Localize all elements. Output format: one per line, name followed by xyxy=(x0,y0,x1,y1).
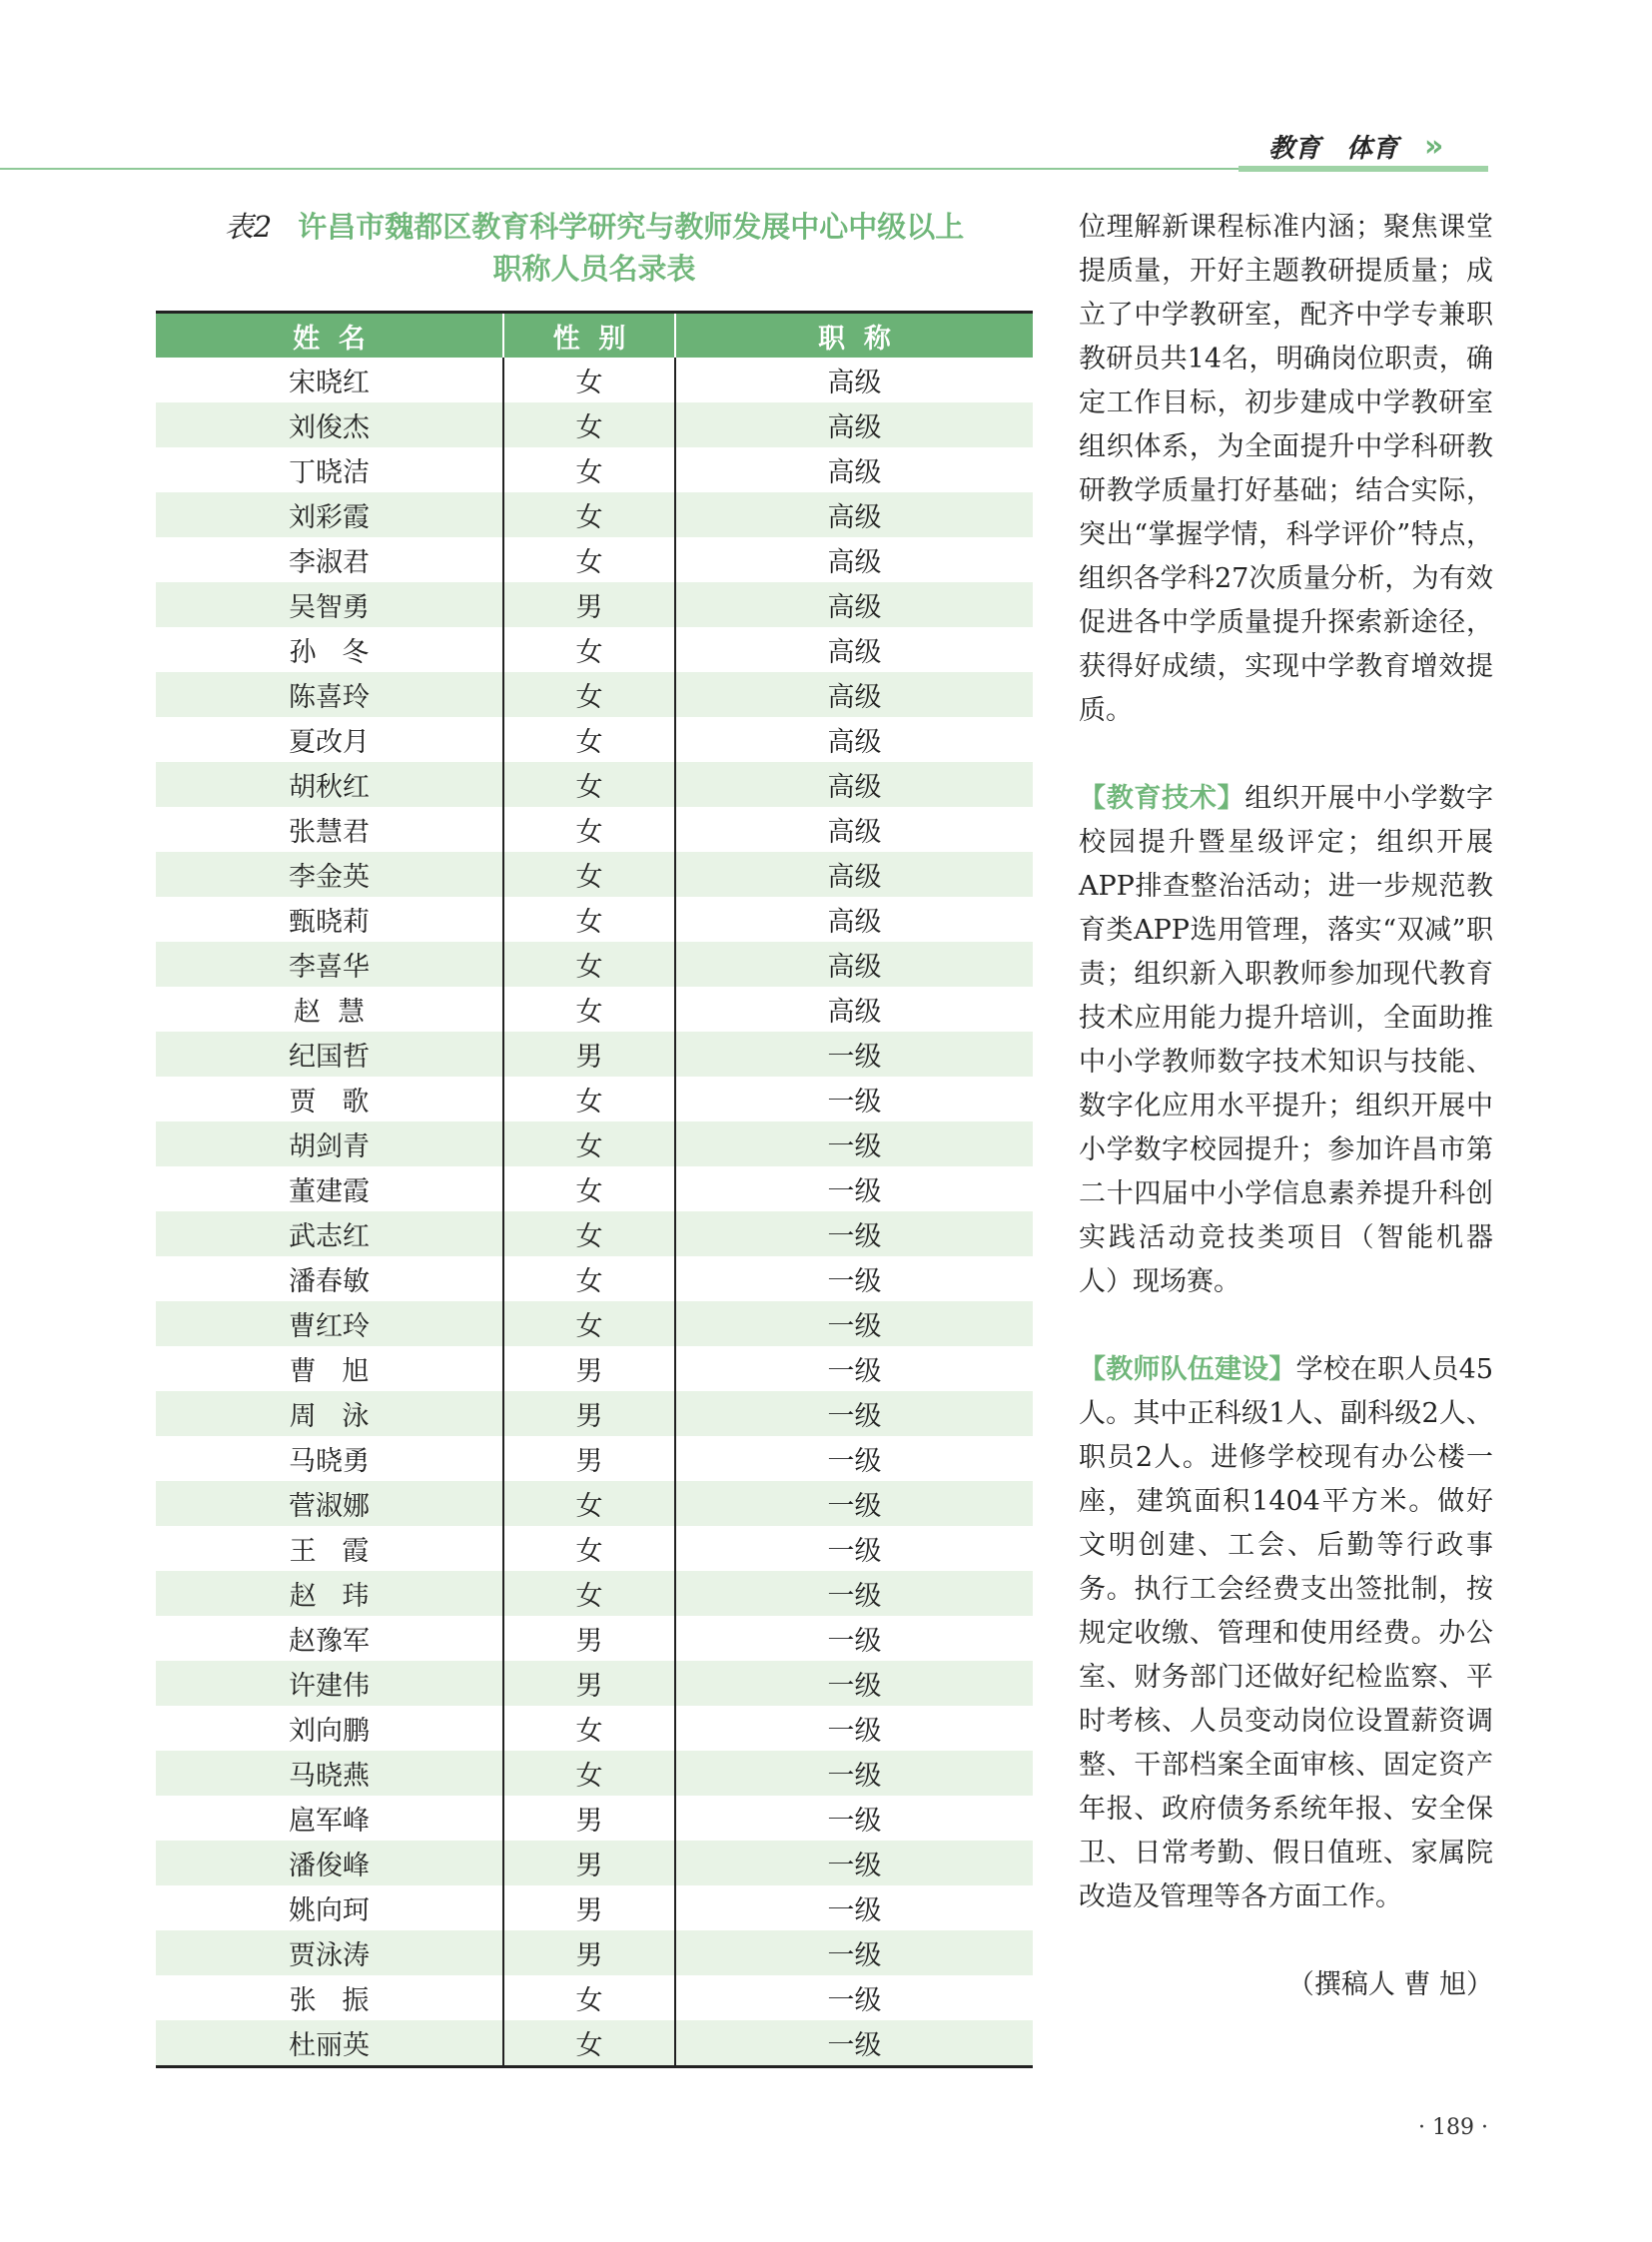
chevron-right-icon: » xyxy=(1424,128,1436,164)
cell-name: 赵 玮 xyxy=(156,1571,504,1616)
cell-name: 宋晓红 xyxy=(156,358,504,402)
cell-gender: 女 xyxy=(504,987,676,1032)
cell-gender: 男 xyxy=(504,1841,676,1885)
cell-gender: 女 xyxy=(504,897,676,942)
cell-title: 一级 xyxy=(827,1221,882,1252)
cell-name: 菅淑娜 xyxy=(156,1481,504,1526)
cell-gender: 女 xyxy=(504,358,676,402)
cell-gender: 女 xyxy=(504,1571,676,1616)
paragraph-teacher-team xyxy=(1079,1348,1493,1919)
cell-gender: 女 xyxy=(504,1121,676,1166)
cell-title: 一级 xyxy=(827,1626,882,1657)
table-title-line1: 许昌市魏都区教育科学研究与教师发展中心中级以上 xyxy=(298,210,965,244)
cell-title: 一级 xyxy=(827,1806,882,1837)
table-row xyxy=(156,1885,1033,1930)
cell-title: 一级 xyxy=(827,1536,882,1567)
paragraph-teaching-research: 位理解新课程标准内涵；聚焦课堂提质量，开好主题教研提质量；成立了中学教研室，配齐中学专兼职教研员共14名，明确岗位职责，确定工作目标，初步建成中学教研室组织体系，为全面提升中学科研教研教学质量打好基础；结合实际，突出“掌握学情，科学评价”特点，组织各学科27次质量分析，为有效促进各中学质量提升探索新途径，获得好成绩，实现中学教育增效提质。 xyxy=(1079,212,1493,726)
cell-gender: 女 xyxy=(504,1301,676,1346)
cell-name: 潘春敏 xyxy=(156,1256,504,1301)
cell-title: 高级 xyxy=(827,502,882,533)
cell-gender: 男 xyxy=(504,1661,676,1706)
cell-title: 高级 xyxy=(827,727,882,758)
table-header-row xyxy=(156,314,1033,358)
section-tag: 【教师队伍建设】 xyxy=(1079,1354,1296,1385)
cell-title: 一级 xyxy=(827,1042,882,1073)
table-row xyxy=(156,1481,1033,1526)
cell-title: 高级 xyxy=(827,368,882,398)
column-header-gender: 性 别 xyxy=(504,314,676,358)
cell-name: 张慧君 xyxy=(156,807,504,852)
cell-gender: 女 xyxy=(504,447,676,492)
cell-gender: 男 xyxy=(504,1436,676,1481)
cell-name: 胡剑青 xyxy=(156,1121,504,1166)
table-row xyxy=(156,537,1033,582)
cell-name: 马晓燕 xyxy=(156,1751,504,1796)
table-row xyxy=(156,1211,1033,1256)
table-row xyxy=(156,807,1033,852)
cell-title: 高级 xyxy=(827,592,882,623)
table-row xyxy=(156,402,1033,447)
cell-gender: 女 xyxy=(504,807,676,852)
cell-name: 董建霞 xyxy=(156,1166,504,1211)
cell-name: 胡秋红 xyxy=(156,762,504,807)
table-row xyxy=(156,1841,1033,1885)
table-row xyxy=(156,1661,1033,1706)
cell-name: 马晓勇 xyxy=(156,1436,504,1481)
cell-title: 高级 xyxy=(827,412,882,443)
cell-name: 孙 冬 xyxy=(156,627,504,672)
cell-gender: 女 xyxy=(504,1481,676,1526)
table-row xyxy=(156,1436,1033,1481)
table-row xyxy=(156,358,1033,402)
section-tag: 【教育技术】 xyxy=(1079,783,1245,814)
table-title-line2: 职称人员名录表 xyxy=(492,252,696,286)
section-label-education: 教育 xyxy=(1268,133,1321,164)
paragraph-education-technology xyxy=(1079,777,1493,1304)
cell-name: 刘向鹏 xyxy=(156,1706,504,1751)
table-row xyxy=(156,582,1033,627)
table-row xyxy=(156,942,1033,987)
cell-gender: 女 xyxy=(504,1975,676,2020)
cell-gender: 男 xyxy=(504,1885,676,1930)
table-row xyxy=(156,1796,1033,1841)
cell-title: 一级 xyxy=(827,1266,882,1297)
cell-title: 一级 xyxy=(827,1671,882,1702)
cell-title: 一级 xyxy=(827,1131,882,1162)
cell-name: 潘俊峰 xyxy=(156,1841,504,1885)
paragraph-text: 组织开展中小学数字校园提升暨星级评定；组织开展APP排查整治活动；进一步规范教育类APP选用管理，落实“双减”职责；组织新入职教师参加现代教育技术应用能力提升培训，全面助推中小学教师数字技术知识与技能、数字化应用水平提升；组织开展中小学数字校园提升；参加许昌市第二十四届中小学信息素养提升科创实践活动竞技类项目（智能机器人）现场赛。 xyxy=(1079,783,1494,1297)
table-row xyxy=(156,1391,1033,1436)
cell-gender: 女 xyxy=(504,402,676,447)
column-header-name: 姓 名 xyxy=(156,314,504,358)
cell-gender: 男 xyxy=(504,1930,676,1975)
cell-name: 王 霞 xyxy=(156,1526,504,1571)
cell-name: 李喜华 xyxy=(156,942,504,987)
cell-gender: 女 xyxy=(504,627,676,672)
table-row xyxy=(156,1975,1033,2020)
table-row xyxy=(156,447,1033,492)
cell-title: 高级 xyxy=(827,862,882,893)
table-row xyxy=(156,852,1033,897)
staff-table xyxy=(156,311,1033,2068)
cell-title: 一级 xyxy=(827,1761,882,1792)
cell-name: 曹 旭 xyxy=(156,1346,504,1391)
cell-gender: 女 xyxy=(504,717,676,762)
table-body xyxy=(156,358,1033,2065)
table-number: 表2 xyxy=(224,210,273,244)
author-signature: （撰稿人 曹 旭） xyxy=(1286,1969,1493,2000)
table-row xyxy=(156,2020,1033,2065)
cell-name: 曹红玲 xyxy=(156,1301,504,1346)
cell-title: 一级 xyxy=(827,1401,882,1432)
cell-name: 吴智勇 xyxy=(156,582,504,627)
table-row xyxy=(156,1346,1033,1391)
table-row xyxy=(156,1751,1033,1796)
cell-name: 贾 歌 xyxy=(156,1077,504,1121)
cell-title: 高级 xyxy=(827,997,882,1028)
cell-title: 一级 xyxy=(827,1985,882,2016)
cell-title: 高级 xyxy=(827,817,882,848)
cell-name: 扈军峰 xyxy=(156,1796,504,1841)
cell-gender: 女 xyxy=(504,1751,676,1796)
table-row xyxy=(156,1571,1033,1616)
cell-title: 一级 xyxy=(827,1446,882,1477)
cell-gender: 男 xyxy=(504,1796,676,1841)
column-header-title: 职 称 xyxy=(818,323,891,355)
cell-gender: 女 xyxy=(504,942,676,987)
cell-gender: 女 xyxy=(504,492,676,537)
cell-name: 李淑君 xyxy=(156,537,504,582)
table-row xyxy=(156,1256,1033,1301)
cell-name: 刘俊杰 xyxy=(156,402,504,447)
header-rule-accent xyxy=(1239,166,1488,172)
cell-title: 一级 xyxy=(827,1581,882,1612)
cell-gender: 女 xyxy=(504,2020,676,2065)
cell-name: 赵豫军 xyxy=(156,1616,504,1661)
table-row xyxy=(156,627,1033,672)
table-row xyxy=(156,1077,1033,1121)
table-row xyxy=(156,1930,1033,1975)
table-row xyxy=(156,717,1033,762)
cell-name: 张 振 xyxy=(156,1975,504,2020)
table-row xyxy=(156,1032,1033,1077)
table-row xyxy=(156,1166,1033,1211)
cell-title: 一级 xyxy=(827,2030,882,2061)
cell-title: 一级 xyxy=(827,1895,882,1926)
cell-name: 纪国哲 xyxy=(156,1032,504,1077)
cell-gender: 男 xyxy=(504,1346,676,1391)
cell-name: 李金英 xyxy=(156,852,504,897)
cell-gender: 女 xyxy=(504,672,676,717)
table-row xyxy=(156,1121,1033,1166)
section-label-sports: 体育 xyxy=(1346,133,1399,164)
table-row xyxy=(156,672,1033,717)
cell-gender: 女 xyxy=(504,1211,676,1256)
cell-title: 高级 xyxy=(827,547,882,578)
cell-gender: 女 xyxy=(504,1077,676,1121)
cell-title: 一级 xyxy=(827,1176,882,1207)
cell-gender: 女 xyxy=(504,1706,676,1751)
body-text-column xyxy=(1079,206,1493,2051)
cell-gender: 女 xyxy=(504,1256,676,1301)
table-row xyxy=(156,1301,1033,1346)
cell-name: 赵 慧 xyxy=(156,987,504,1032)
cell-title: 高级 xyxy=(827,457,882,488)
table-row xyxy=(156,762,1033,807)
cell-title: 一级 xyxy=(827,1311,882,1342)
cell-name: 丁晓洁 xyxy=(156,447,504,492)
cell-title: 高级 xyxy=(827,682,882,713)
cell-gender: 女 xyxy=(504,1166,676,1211)
cell-name: 武志红 xyxy=(156,1211,504,1256)
cell-name: 许建伟 xyxy=(156,1661,504,1706)
page-number: · 189 · xyxy=(1418,2115,1488,2140)
table-row xyxy=(156,492,1033,537)
cell-gender: 男 xyxy=(504,1616,676,1661)
cell-gender: 女 xyxy=(504,852,676,897)
cell-gender: 女 xyxy=(504,537,676,582)
table-row xyxy=(156,987,1033,1032)
running-header xyxy=(1268,126,1435,166)
cell-gender: 男 xyxy=(504,1391,676,1436)
cell-title: 一级 xyxy=(827,1491,882,1522)
cell-name: 夏改月 xyxy=(156,717,504,762)
cell-gender: 女 xyxy=(504,762,676,807)
cell-name: 杜丽英 xyxy=(156,2020,504,2065)
cell-title: 一级 xyxy=(827,1940,882,1971)
cell-gender: 男 xyxy=(504,582,676,627)
table-row xyxy=(156,897,1033,942)
cell-title: 一级 xyxy=(827,1087,882,1118)
cell-name: 甄晓莉 xyxy=(156,897,504,942)
cell-title: 高级 xyxy=(827,772,882,803)
table-row xyxy=(156,1616,1033,1661)
cell-name: 陈喜玲 xyxy=(156,672,504,717)
cell-title: 高级 xyxy=(827,907,882,938)
cell-name: 贾泳涛 xyxy=(156,1930,504,1975)
paragraph-text: 学校在职人员45人。其中正科级1人、副科级2人、职员2人。进修学校现有办公楼一座，建筑面积1404平方米。做好文明创建、工会、后勤等行政事务。执行工会经费支出签批制，按规定收缴、管理和使用经费。办公室、财务部门还做好纪检监察、平时考核、人员变动岗位设置薪资调整、干部档案全面审核、固定资产年报、政府债务系统年报、安全保卫、日常考勤、假日值班、家属院改造及管理等各方面工作。 xyxy=(1079,1354,1494,1912)
cell-title: 一级 xyxy=(827,1356,882,1387)
cell-title: 高级 xyxy=(827,952,882,983)
cell-title: 一级 xyxy=(827,1716,882,1747)
cell-name: 姚向珂 xyxy=(156,1885,504,1930)
table-row xyxy=(156,1526,1033,1571)
table-row xyxy=(156,1706,1033,1751)
cell-gender: 女 xyxy=(504,1526,676,1571)
cell-gender: 男 xyxy=(504,1032,676,1077)
cell-name: 刘彩霞 xyxy=(156,492,504,537)
cell-title: 一级 xyxy=(827,1851,882,1881)
cell-title: 高级 xyxy=(827,637,882,668)
table-caption xyxy=(155,206,1034,290)
cell-name: 周 泳 xyxy=(156,1391,504,1436)
